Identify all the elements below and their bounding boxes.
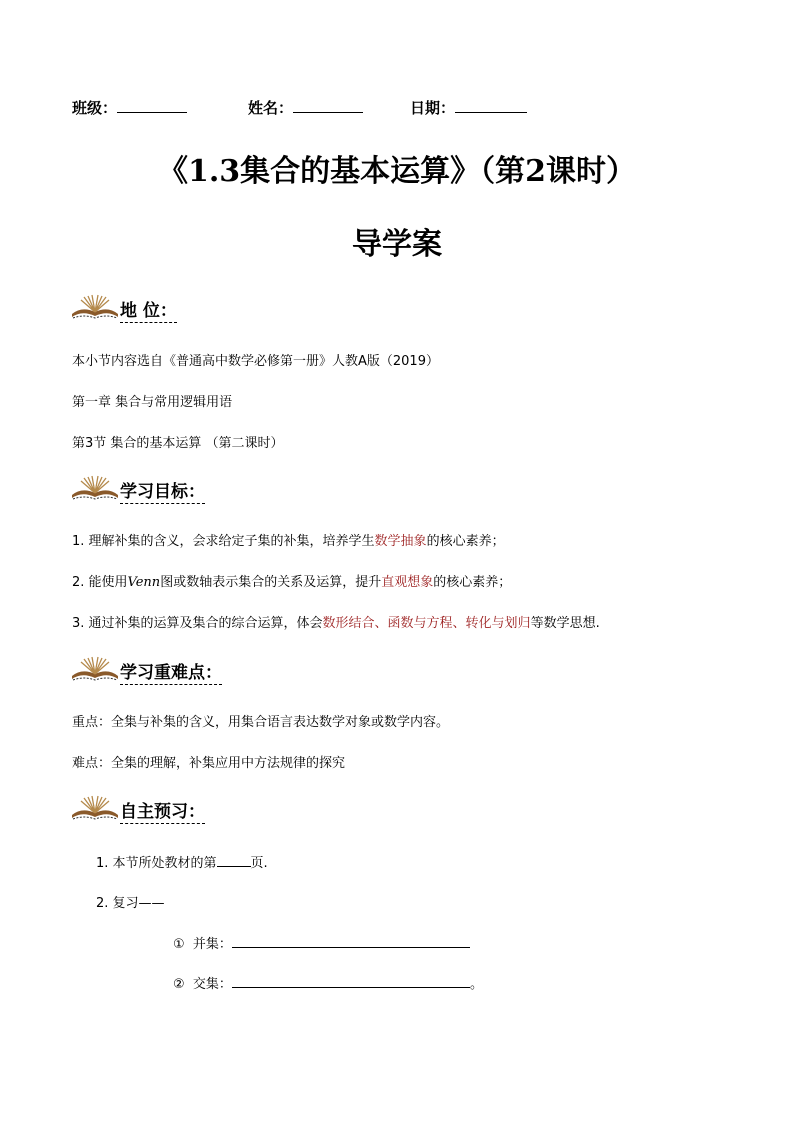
preview-item-2: 2. 复习——	[96, 896, 165, 911]
goal-1-text-b: 的核心素养；	[426, 534, 505, 549]
page-subtitle: 导学案	[352, 227, 442, 262]
section-goals-heading: 学习目标：	[120, 477, 205, 504]
preview-item-1-text-b: 页.	[250, 856, 268, 871]
date-label: 日期：	[410, 99, 456, 117]
union-label: 并集：	[192, 937, 232, 952]
goal-2-text-b: 图或数轴表示集合的关系及运算，提升	[160, 575, 382, 590]
intersection-row	[173, 973, 483, 992]
preview-item-1-text-a: 1. 本节所处教材的第	[96, 856, 217, 871]
open-book-icon	[70, 473, 120, 501]
goal-3	[72, 612, 600, 631]
section-position-heading: 地 位：	[120, 296, 177, 323]
open-book-icon	[70, 654, 120, 682]
difficulty-point: 难点：全集的理解，补集应用中方法规律的探究	[72, 756, 346, 771]
page-title: 《1.3集合的基本运算》（第2课时）	[157, 154, 637, 189]
name-field	[248, 97, 363, 118]
name-label: 姓名：	[248, 99, 294, 117]
goal-1-highlight: 数学抽象	[374, 534, 427, 549]
goal-1	[72, 530, 505, 549]
open-book-icon	[70, 292, 120, 320]
goal-2	[72, 571, 511, 590]
class-label: 班级：	[72, 99, 118, 117]
section-preview-heading: 自主预习：	[120, 797, 205, 824]
goal-2-text-c: 的核心素养；	[433, 575, 512, 590]
goal-2-venn: Venn	[127, 575, 161, 590]
goal-2-highlight: 直观想象	[381, 575, 434, 590]
page-number-blank[interactable]	[217, 866, 251, 867]
open-book-icon	[70, 793, 120, 821]
position-line-2: 第一章 集合与常用逻辑用语	[72, 395, 233, 410]
union-row	[173, 933, 470, 952]
class-blank[interactable]	[117, 112, 187, 113]
intersection-label: 交集：	[192, 977, 232, 992]
goal-3-highlight: 数形结合、函数与方程、转化与划归	[322, 616, 531, 631]
goal-2-text-a: 2. 能使用	[72, 575, 128, 590]
date-blank[interactable]	[455, 112, 527, 113]
name-blank[interactable]	[293, 112, 363, 113]
union-blank[interactable]	[232, 947, 470, 948]
position-line-3: 第3节 集合的基本运算 （第二课时）	[72, 436, 284, 451]
intersection-marker: ②	[173, 977, 185, 992]
date-field	[410, 97, 527, 118]
goal-1-text-a: 1. 理解补集的含义，会求给定子集的补集，培养学生	[72, 534, 375, 549]
class-field	[72, 97, 187, 118]
intersection-end: 。	[469, 977, 483, 992]
union-marker: ①	[173, 937, 185, 952]
section-keypoints-heading: 学习重难点：	[120, 658, 222, 685]
position-line-1: 本小节内容选自《普通高中数学必修第一册》人教A版（2019）	[72, 354, 439, 369]
intersection-blank[interactable]	[232, 987, 470, 988]
preview-item-1	[96, 852, 268, 871]
goal-3-text-a: 3. 通过补集的运算及集合的综合运算，体会	[72, 616, 323, 631]
key-point: 重点：全集与补集的含义，用集合语言表达数学对象或数学内容。	[72, 715, 450, 730]
goal-3-text-b: 等数学思想.	[530, 616, 600, 631]
